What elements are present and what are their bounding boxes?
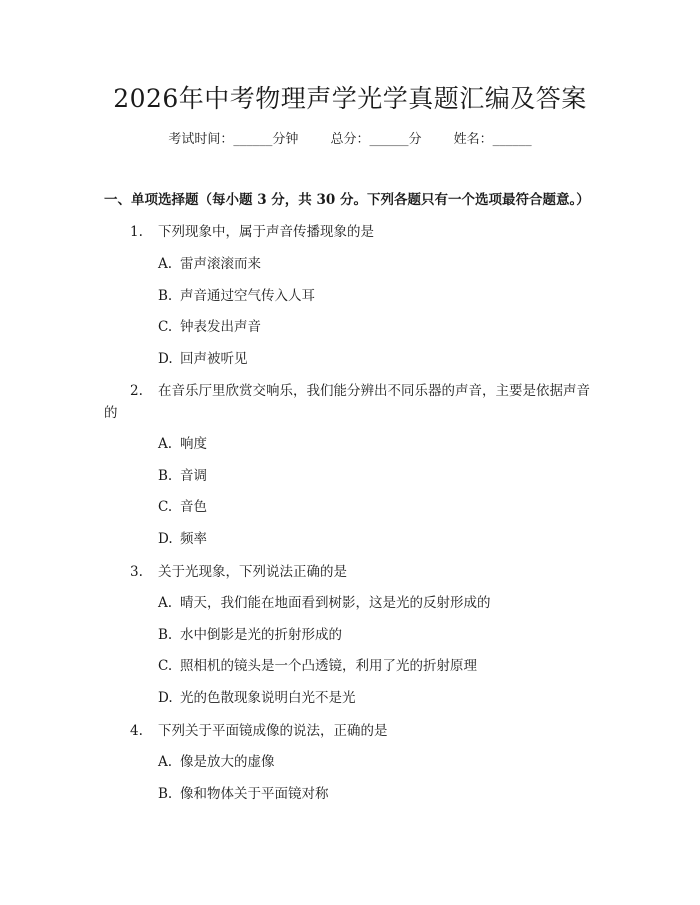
question-text: 下列现象中，属于声音传播现象的是 <box>158 224 374 240</box>
option-letter: B. <box>158 627 173 643</box>
option-letter: D. <box>158 351 173 367</box>
option-3d <box>158 688 356 708</box>
option-1d <box>158 349 248 369</box>
page-title: 2026年中考物理声学光学真题汇编及答案 <box>113 84 587 113</box>
option-1b <box>158 286 315 306</box>
option-letter: D. <box>158 690 173 706</box>
option-4b <box>158 784 329 804</box>
option-letter: A. <box>158 754 173 770</box>
option-letter: A. <box>158 256 173 272</box>
option-2c <box>158 497 207 517</box>
option-text: 像是放大的虚像 <box>180 754 275 770</box>
option-text: 钟表发出声音 <box>180 319 261 335</box>
option-4a <box>158 752 275 772</box>
option-1c <box>158 317 261 337</box>
option-letter: B. <box>158 468 173 484</box>
option-letter: C. <box>158 658 173 674</box>
option-text: 回声被听见 <box>180 351 248 367</box>
option-text: 声音通过空气传入人耳 <box>180 288 315 304</box>
question-number: 1. <box>130 224 143 240</box>
option-text: 频率 <box>180 531 207 547</box>
total-score-field: 总分：______分 <box>330 132 422 147</box>
option-2a <box>158 434 207 454</box>
option-letter: B. <box>158 786 173 802</box>
question-3 <box>104 561 600 583</box>
option-text: 像和物体关于平面镜对称 <box>180 786 329 802</box>
option-letter: A. <box>158 595 173 611</box>
question-1 <box>104 221 600 243</box>
option-letter: A. <box>158 436 173 452</box>
question-text: 下列关于平面镜成像的说法，正确的是 <box>158 723 388 739</box>
option-text: 音调 <box>180 468 207 484</box>
option-text: 响度 <box>180 436 207 452</box>
option-text: 雷声滚滚而来 <box>180 256 261 272</box>
option-text: 水中倒影是光的折射形成的 <box>180 627 342 643</box>
exam-time-field: 考试时间：______分钟 <box>168 132 299 147</box>
option-2b <box>158 466 207 486</box>
question-2 <box>104 380 600 424</box>
option-text: 晴天，我们能在地面看到树影，这是光的反射形成的 <box>180 595 491 611</box>
option-letter: B. <box>158 288 173 304</box>
exam-info-line <box>0 130 700 150</box>
option-3c <box>158 656 477 676</box>
option-3b <box>158 625 342 645</box>
option-letter: C. <box>158 499 173 515</box>
option-text: 照相机的镜头是一个凸透镜，利用了光的折射原理 <box>180 658 477 674</box>
option-letter: D. <box>158 531 173 547</box>
question-number: 3. <box>130 564 143 580</box>
question-number: 4. <box>130 723 143 739</box>
option-letter: C. <box>158 319 173 335</box>
option-text: 光的色散现象说明白光不是光 <box>180 690 356 706</box>
option-3a <box>158 593 491 613</box>
question-4 <box>104 720 600 742</box>
question-text: 关于光现象，下列说法正确的是 <box>158 564 347 580</box>
question-number: 2. <box>130 383 143 399</box>
question-text: 在音乐厅里欣赏交响乐，我们能分辨出不同乐器的声音，主要是依据声音的 <box>104 383 590 421</box>
student-name-field: 姓名：______ <box>453 132 532 147</box>
option-text: 音色 <box>180 499 207 515</box>
section-heading: 一、单项选择题（每小题 3 分，共 30 分。下列各题只有一个选项最符合题意。） <box>104 192 590 208</box>
option-2d <box>158 529 207 549</box>
option-1a <box>158 254 261 274</box>
